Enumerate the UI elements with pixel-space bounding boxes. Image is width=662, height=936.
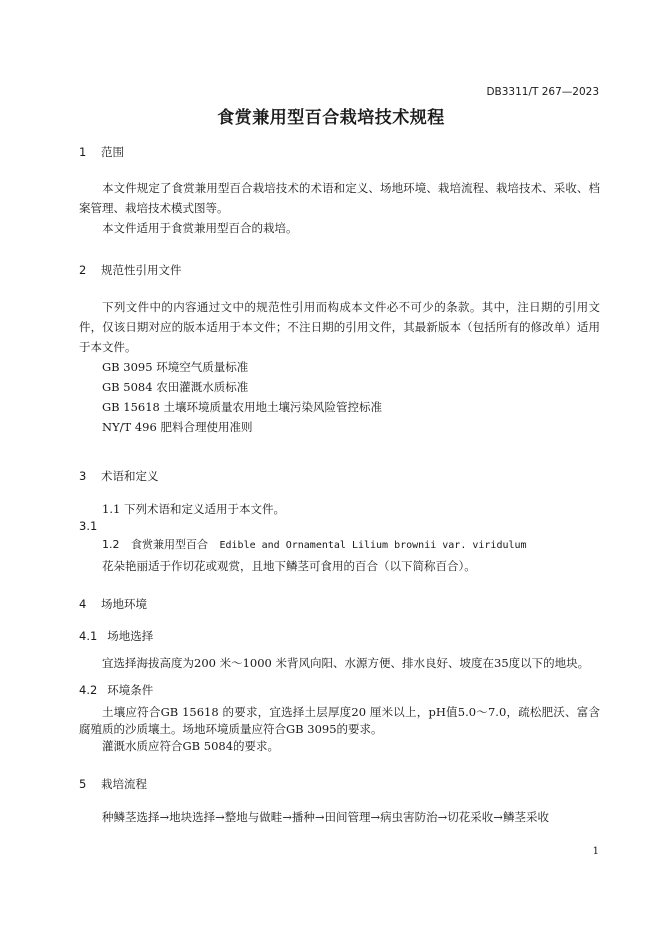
term-english: Edible and Ornamental Lilium brownii var. viridulum xyxy=(219,540,527,551)
section-title: 场地环境 xyxy=(101,597,147,611)
section-number: 3 xyxy=(79,469,87,483)
subsection-4-2-body xyxy=(79,704,600,755)
subsection-number: 4.2 xyxy=(79,683,98,697)
page-number: 1 xyxy=(592,846,599,857)
section-1-body xyxy=(79,178,600,238)
section-4-heading xyxy=(79,596,147,612)
section-number: 4 xyxy=(79,597,87,611)
reference-item: GB 5084 农田灌溉水质标准 xyxy=(102,380,249,394)
section-number: 1 xyxy=(79,145,87,159)
section-3-heading xyxy=(79,468,159,484)
section-title: 栽培流程 xyxy=(101,777,147,791)
paragraph: 土壤应符合GB 15618 的要求，宜选择土层厚度20 厘米以上，pH值5.0～7.0，疏松肥沃、富含腐殖质的沙质壤土。场地环境质量应符合GB 3095的要求。 xyxy=(79,705,600,736)
section-5-heading xyxy=(79,776,147,792)
reference-item: GB 3095 环境空气质量标准 xyxy=(102,360,249,374)
section-title: 范围 xyxy=(101,145,124,159)
paragraph: 灌溉水质应符合GB 5084的要求。 xyxy=(102,739,280,753)
clause-number: 1.2 xyxy=(102,538,120,551)
reference-item: NY/T 496 肥料合理使用准则 xyxy=(102,420,253,434)
paragraph: 宜选择海拔高度为200 米～1000 米背风向阳、水源方便、排水良好、坡度在35度以下的地块。 xyxy=(102,656,590,670)
subsection-number: 4.1 xyxy=(79,629,98,643)
subsection-4-1-heading xyxy=(79,628,153,644)
subsection-4-2-heading xyxy=(79,682,153,698)
section-2-body xyxy=(79,297,600,437)
section-2-heading xyxy=(79,262,182,278)
document-title: 食赏兼用型百合栽培技术规程 xyxy=(217,108,445,128)
term-number: 3.1 xyxy=(79,519,98,533)
paragraph: 下列文件中的内容通过文中的规范性引用而构成本文件必不可少的条款。其中，注日期的引用文件，仅该日期对应的版本适用于本文件；不注日期的引用文件，其最新版本（包括所有的修改单）适用于本文件。 xyxy=(79,300,600,354)
subsection-title: 环境条件 xyxy=(107,683,154,697)
reference-item: GB 15618 土壤环境质量农用地土壤污染风险管控标准 xyxy=(102,400,383,414)
section-1-heading xyxy=(79,144,124,160)
term-name: 食赏兼用型百合 xyxy=(131,538,208,551)
subsection-title: 场地选择 xyxy=(107,629,154,643)
section-number: 2 xyxy=(79,263,87,277)
section-title: 规范性引用文件 xyxy=(101,263,182,277)
paragraph: 本文件规定了食赏兼用型百合栽培技术的术语和定义、场地环境、栽培流程、栽培技术、采收、档案管理、栽培技术模式图等。 xyxy=(79,181,600,215)
clause-1-2 xyxy=(102,536,527,552)
clause-1-1: 1.1 下列术语和定义适用于本文件。 xyxy=(102,502,285,516)
process-flow: 种鳞茎选择→地块选择→整地与做畦→播种→田间管理→病虫害防治→切花采收→鳞茎采收 xyxy=(102,810,549,824)
term-definition: 花朵艳丽适于作切花或观赏，且地下鳞茎可食用的百合（以下简称百合）。 xyxy=(102,559,476,573)
section-number: 5 xyxy=(79,777,87,791)
paragraph: 本文件适用于食赏兼用型百合的栽培。 xyxy=(102,221,298,235)
section-title: 术语和定义 xyxy=(101,469,159,483)
document-number: DB3311/T 267—2023 xyxy=(486,86,599,98)
